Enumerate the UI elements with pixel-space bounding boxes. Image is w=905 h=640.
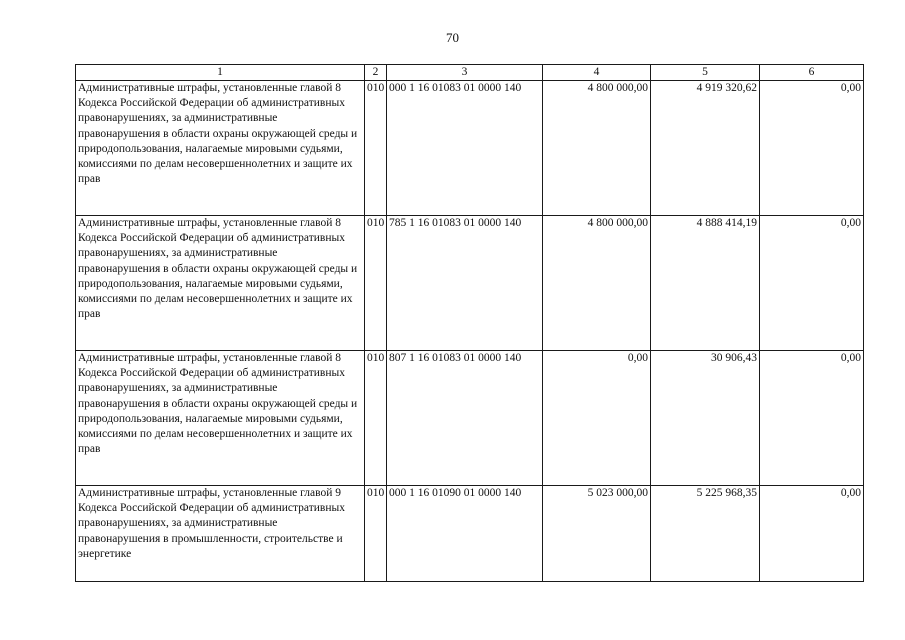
page-number: 70 xyxy=(446,30,459,45)
column-header-3: 3 xyxy=(387,65,543,81)
approved-amount-cell: 4 800 000,00 xyxy=(543,81,651,216)
column-6-amount-cell: 0,00 xyxy=(760,486,864,582)
column-header-5: 5 xyxy=(651,65,760,81)
budget-table xyxy=(75,64,864,582)
executed-amount-cell: 5 225 968,35 xyxy=(651,486,760,582)
approved-amount-cell: 0,00 xyxy=(543,351,651,486)
column-6-amount-cell: 0,00 xyxy=(760,216,864,351)
table-row xyxy=(76,81,864,216)
column-6-amount-cell: 0,00 xyxy=(760,351,864,486)
executed-amount-cell: 4 888 414,19 xyxy=(651,216,760,351)
column-header-6: 6 xyxy=(760,65,864,81)
revenue-name-cell: Административные штрафы, установленные главой 9 Кодекса Российской Федерации об административных правонарушениях, за административные правонарушения в промышленности, строительстве и энергетике xyxy=(76,486,365,582)
budget-classification-code-cell: 000 1 16 01090 01 0000 140 xyxy=(387,486,543,582)
line-code-cell: 010 xyxy=(365,216,387,351)
revenue-name-cell: Административные штрафы, установленные главой 8 Кодекса Российской Федерации об административных правонарушениях, за административные правонарушения в области охраны окружающей среды и природопользования, налагаемые мировыми судьями, комиссиями по делам несовершеннолетних и защите их прав xyxy=(76,81,365,216)
table-row xyxy=(76,216,864,351)
budget-classification-code-cell: 807 1 16 01083 01 0000 140 xyxy=(387,351,543,486)
budget-classification-code-cell: 785 1 16 01083 01 0000 140 xyxy=(387,216,543,351)
column-header-1: 1 xyxy=(76,65,365,81)
line-code-cell: 010 xyxy=(365,351,387,486)
table-header-row xyxy=(76,65,864,81)
revenue-name-cell: Административные штрафы, установленные главой 8 Кодекса Российской Федерации об административных правонарушениях, за административные правонарушения в области охраны окружающей среды и природопользования, налагаемые мировыми судьями, комиссиями по делам несовершеннолетних и защите их прав xyxy=(76,351,365,486)
line-code-cell: 010 xyxy=(365,81,387,216)
budget-classification-code-cell: 000 1 16 01083 01 0000 140 xyxy=(387,81,543,216)
table-row xyxy=(76,486,864,582)
table-row xyxy=(76,351,864,486)
executed-amount-cell: 4 919 320,62 xyxy=(651,81,760,216)
column-6-amount-cell: 0,00 xyxy=(760,81,864,216)
approved-amount-cell: 5 023 000,00 xyxy=(543,486,651,582)
revenue-name-cell: Административные штрафы, установленные главой 8 Кодекса Российской Федерации об административных правонарушениях, за административные правонарушения в области охраны окружающей среды и природопользования, налагаемые мировыми судьями, комиссиями по делам несовершеннолетних и защите их прав xyxy=(76,216,365,351)
column-header-2: 2 xyxy=(365,65,387,81)
executed-amount-cell: 30 906,43 xyxy=(651,351,760,486)
line-code-cell: 010 xyxy=(365,486,387,582)
column-header-4: 4 xyxy=(543,65,651,81)
approved-amount-cell: 4 800 000,00 xyxy=(543,216,651,351)
